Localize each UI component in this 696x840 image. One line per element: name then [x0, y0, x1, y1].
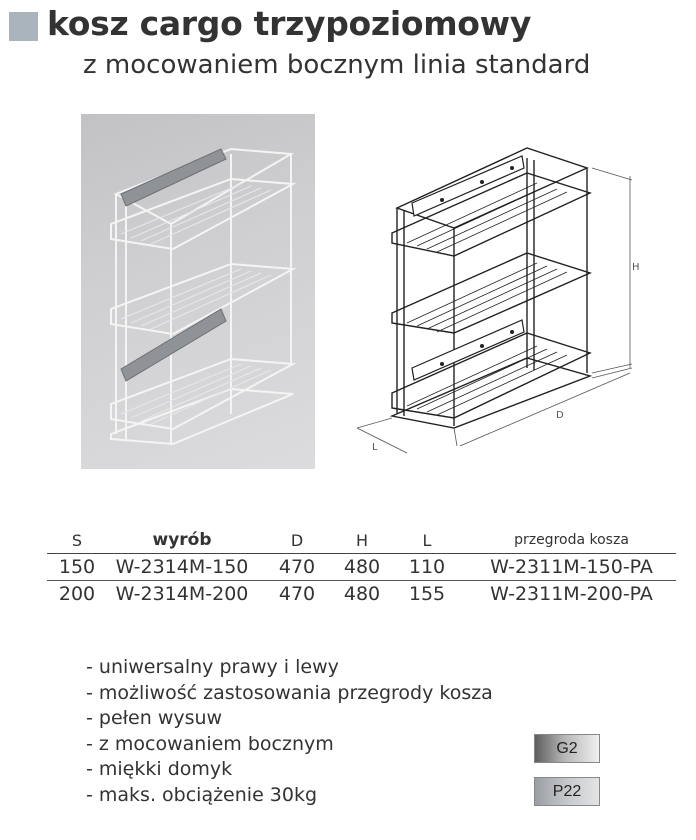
finish-badge-g2: G2 [534, 734, 600, 763]
dim-label-h: H [632, 262, 640, 273]
cell-d: 470 [278, 583, 316, 605]
cell-l: 155 [408, 583, 446, 605]
cell-l: 110 [387, 554, 467, 581]
list-item: - maks. obciążenie 30kg [86, 783, 318, 806]
list-item: - uniwersalny prawy i lewy [86, 656, 339, 678]
table-row [47, 554, 676, 581]
technical-drawing [352, 128, 642, 458]
page-subtitle: z mocowaniem bocznym linia standard [83, 50, 591, 80]
page-title: kosz cargo trzypoziomowy [47, 4, 532, 43]
cell-divider: W-2311M-150-PA [467, 554, 676, 581]
cell-d: 470 [257, 554, 337, 581]
cell-h: 480 [337, 554, 387, 581]
cell-divider: W-2311M-200-PA [490, 583, 653, 605]
list-item: - miękki domyk [86, 758, 233, 780]
product-photo [81, 114, 315, 469]
table-row [47, 581, 676, 608]
table-header-row [47, 527, 676, 554]
col-header-d: D [257, 527, 337, 554]
feature-list [86, 655, 493, 808]
finish-badge-p22: P22 [534, 777, 600, 806]
cell-product: W-2314M-200 [115, 583, 249, 605]
col-header-h: H [337, 527, 387, 554]
title-accent-square [9, 12, 38, 41]
dim-label-l: L [372, 442, 378, 453]
col-header-l: L [387, 527, 467, 554]
list-item: - możliwość zastosowania przegrody kosza [86, 681, 493, 704]
col-header-s: S [47, 527, 107, 554]
cell-s: 150 [47, 554, 107, 581]
col-header-divider: przegroda kosza [467, 527, 676, 554]
dim-label-d: D [556, 410, 564, 421]
spec-table [47, 527, 676, 607]
cell-h: 480 [343, 583, 381, 605]
cell-product: W-2314M-150 [107, 554, 257, 581]
cell-s: 200 [58, 583, 96, 605]
list-item: - pełen wysuw [86, 707, 223, 729]
col-header-product: wyrób [107, 527, 257, 554]
list-item: - z mocowaniem bocznym [86, 732, 334, 755]
